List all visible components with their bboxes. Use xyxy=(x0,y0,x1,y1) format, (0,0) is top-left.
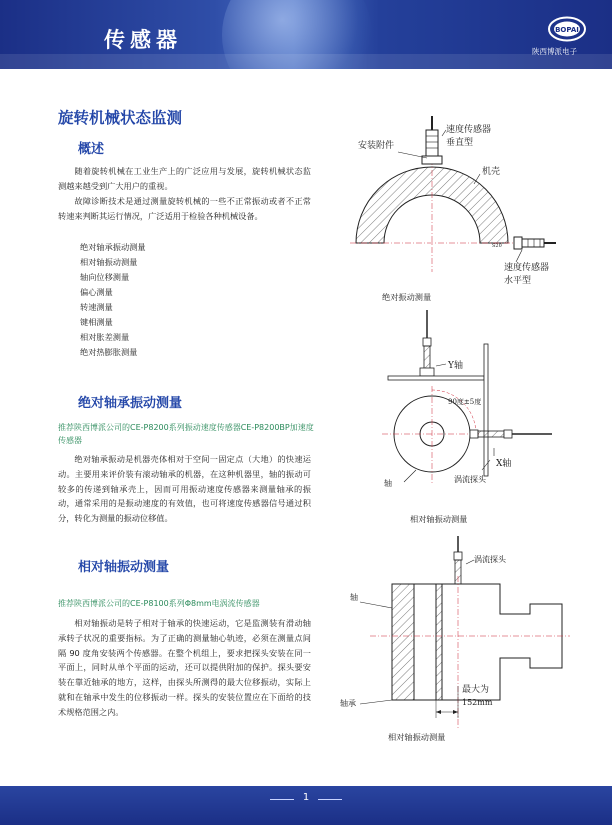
label-bearing: 轴承 xyxy=(340,699,356,708)
label-shaft: 轴 xyxy=(384,479,392,488)
label-vertical-sensor: 速度传感器 xyxy=(446,125,492,135)
vertical-sensor xyxy=(422,116,442,164)
page-footer xyxy=(0,786,612,825)
relative-recommend: 推荐陕西博派公司的CE-P8100系列Φ8mm电涡流传感器 xyxy=(58,599,260,608)
absolute-recommend: 推荐陕西博派公司的CE-P8200系列振动速度传感器CE-P8200BP加速度传感器 xyxy=(58,423,314,445)
relative-heading: 相对轴振动测量 xyxy=(78,560,170,575)
relative-para: 相对轴振动是转子相对于轴承的快速运动，它是监测装有滑动轴承转子状况的重要指标。为了正确的测量轴心轨迹，必须在测量点间隔 90 度角安装两个传感器。在整个机组上，要求把探头安装在同一平面上，同时从单个平面的运动，还可以提供附加的保护。探头要安装在靠近轴承的地方，这样，由探头所测得的最大位移振动，实际上就和在轴承中发生的位移振动一样。探头的安装位置应在下面给的技术规格范围之内。 xyxy=(58,618,311,717)
list-item: 相对胀差测量 xyxy=(80,332,130,342)
overview-para-2: 故障诊断技术是通过测量旋转机械的一些不正常振动或者不正常转速来判断其运行情况，广泛适用于检验各种机械设备。 xyxy=(58,196,311,221)
fig1-caption: 绝对振动测量 xyxy=(382,292,432,302)
label-horizontal-type: 水平型 xyxy=(504,276,532,286)
header-title: 传感器 xyxy=(104,28,182,52)
list-item: 绝对轴承振动测量 xyxy=(80,242,146,252)
absolute-heading: 绝对轴承振动测量 xyxy=(78,396,183,411)
fig2-caption: 相对轴振动测量 xyxy=(410,514,468,524)
horizontal-sensor xyxy=(514,237,556,249)
list-item: 转速测量 xyxy=(80,302,113,312)
label-casing: 机壳 xyxy=(482,167,501,177)
shaft-body xyxy=(442,584,562,700)
company-logo-icon xyxy=(547,16,587,42)
overview-para-1: 随着旋转机械在工业生产上的广泛应用与发展，旋转机械状态监测越来越受到广大用户的重视。 xyxy=(58,166,311,191)
list-item: 键相测量 xyxy=(80,317,113,327)
overview-heading: 概述 xyxy=(78,142,105,157)
label-x-axis: X轴 xyxy=(496,459,512,469)
logo-text: BOPAI xyxy=(555,26,579,34)
label-horizontal-sensor: 速度传感器 xyxy=(504,263,550,273)
label-probe: 涡流探头 xyxy=(454,475,486,484)
page-header xyxy=(0,0,612,69)
label-y-axis: Y轴 xyxy=(448,361,463,371)
label-max: 最大为 xyxy=(462,685,490,695)
probe-body xyxy=(455,560,461,586)
label-eddy-probe: 涡流探头 xyxy=(474,555,506,564)
label-shaft: 轴 xyxy=(350,593,358,602)
fig3-caption: 相对轴振动测量 xyxy=(388,732,446,742)
brand-name: 陕西博派电子 xyxy=(532,47,577,56)
label-accessory: 安装附件 xyxy=(358,141,395,151)
absolute-para: 绝对轴承振动是机器壳体相对于空间一固定点（大地）的快速运动。主要用来评价装有滚动轴承的机器，在这种机器里，轴的振动可较多的传递到轴承壳上，因而可用振动速度传感器来测量轴承的振动，通常采用的是振动速度的有效值，也可将速度传感器信号通过积分，转化为测量的振动位移值。 xyxy=(58,454,311,524)
measurement-list xyxy=(80,240,280,360)
list-item: 轴向位移测量 xyxy=(80,272,130,282)
label-max-value: 152mm xyxy=(462,698,493,707)
header-band xyxy=(0,54,612,69)
x-probe xyxy=(478,431,504,437)
list-item: 绝对热膨胀测量 xyxy=(80,347,138,357)
absolute-vibration-figure xyxy=(330,112,602,312)
label-vertical-type: 垂直型 xyxy=(446,138,474,148)
bracket-bar xyxy=(388,376,484,380)
y-probe xyxy=(424,346,430,370)
label-angle: 90度±5度 xyxy=(448,398,482,406)
label-small: S20 xyxy=(492,243,502,249)
list-item: 相对轴振动测量 xyxy=(80,257,138,267)
side-plate xyxy=(484,344,488,476)
relative-vibration-figure-front xyxy=(330,310,602,516)
relative-vibration-figure-section xyxy=(330,536,602,746)
page-number: 1 xyxy=(302,792,310,803)
page-title: 旋转机械状态监测 xyxy=(58,109,183,127)
list-item: 偏心测量 xyxy=(80,287,113,297)
